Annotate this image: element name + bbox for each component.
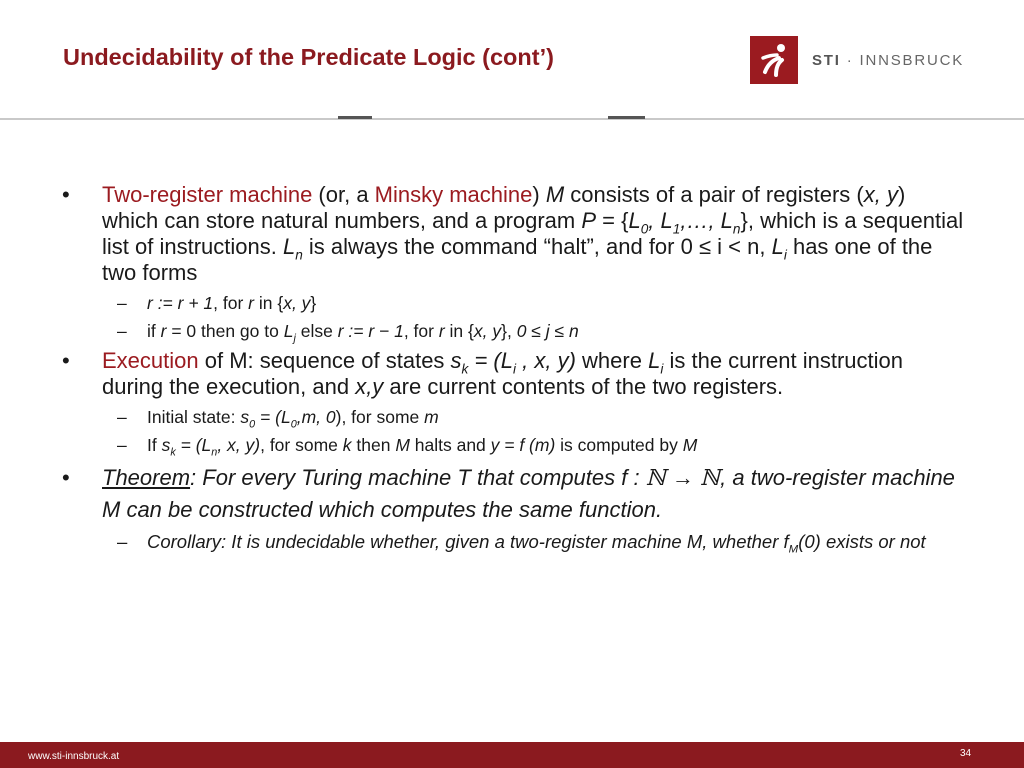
bullet-two-register-machine	[62, 182, 967, 286]
math-sub: k	[170, 446, 176, 459]
math: = (L	[255, 407, 291, 427]
text: in {	[444, 321, 474, 341]
page-number: 34	[960, 748, 972, 759]
text: has one of the two forms	[102, 234, 933, 285]
naturals-symbol: ℕ	[700, 466, 721, 491]
math: P	[581, 208, 597, 233]
math-sub: i	[660, 361, 664, 377]
text: if	[147, 321, 161, 341]
text: , for	[213, 293, 249, 313]
math: = (L	[175, 435, 212, 455]
sub-bullet-initial-state	[62, 406, 967, 431]
math: M	[545, 182, 565, 207]
term-execution: Execution	[102, 348, 199, 373]
math: r	[438, 321, 445, 341]
sti-logo-mark-icon	[750, 36, 798, 84]
text: : For every Turing machine T that computes f :	[190, 465, 646, 490]
text: (0) exists or not	[798, 531, 926, 552]
dash-icon: –	[117, 321, 127, 341]
math: r := r + 1	[147, 293, 214, 313]
footer-url[interactable]: www.sti-innsbruck.at	[28, 751, 120, 762]
math: m	[424, 407, 439, 427]
math: s	[450, 348, 462, 373]
math: ,…, L	[680, 208, 733, 233]
math-sub: n	[732, 221, 741, 237]
math-sub: 1	[672, 221, 681, 237]
math-sub: n	[211, 446, 218, 459]
dash-icon: –	[117, 293, 127, 313]
math: L	[283, 321, 294, 341]
term-two-register-machine: Two-register machine	[102, 182, 313, 207]
text: If	[147, 435, 162, 455]
dash-icon: –	[117, 531, 128, 552]
logo-innsbruck: · INNSBRUCK	[840, 51, 965, 69]
math: , x, y)	[516, 348, 576, 373]
sti-logo	[750, 36, 964, 84]
sub-bullet-corollary	[62, 531, 967, 556]
text: )	[532, 182, 546, 207]
bullet-execution	[62, 348, 967, 400]
math-sub: j	[293, 332, 296, 345]
math-sub: i	[783, 247, 787, 263]
header-divider-mark-right	[608, 116, 645, 119]
text: , for	[403, 321, 439, 341]
math: L	[648, 348, 661, 373]
header-divider-mark-left	[338, 116, 372, 119]
bullet-dot-icon: •	[62, 182, 70, 207]
text: is computed by	[555, 435, 683, 455]
text: },	[501, 321, 517, 341]
text: }	[310, 293, 317, 313]
text: halts and	[409, 435, 491, 455]
bullet-dot-icon: •	[62, 465, 70, 490]
sti-logo-text	[812, 52, 964, 69]
text: Corollary: It is undecidable whether, given a two-register machine M, whether f	[147, 531, 789, 552]
sub-bullet-increment	[62, 292, 967, 314]
math: 0 ≤ j ≤ n	[516, 321, 579, 341]
text: are current contents of the two registers.	[383, 374, 784, 399]
text: , for some	[260, 435, 343, 455]
math-sub: k	[461, 361, 469, 377]
math-sub: 0	[249, 418, 256, 431]
text: ), for some	[335, 407, 425, 427]
bullet-theorem	[62, 462, 967, 525]
text: of M: sequence of states	[198, 348, 451, 373]
math: L	[771, 234, 784, 259]
footer-bar	[0, 742, 1024, 768]
math: x, y	[283, 293, 311, 313]
math: r	[160, 321, 167, 341]
math: , x, y)	[217, 435, 261, 455]
math: L	[628, 208, 641, 233]
text: consists of a pair of registers (	[564, 182, 864, 207]
math: s	[161, 435, 171, 455]
math: s	[240, 407, 250, 427]
math: x, y	[863, 182, 898, 207]
naturals-symbol: ℕ	[645, 466, 666, 491]
math-sub: 0	[290, 418, 297, 431]
dash-icon: –	[117, 407, 127, 427]
sub-bullet-halting	[62, 434, 967, 459]
math: ,m, 0	[296, 407, 336, 427]
math: x,y	[355, 374, 384, 399]
text: is always the command “halt”, and for 0 ≤ i < n,	[302, 234, 772, 259]
text: is the current instruction during the execution, and	[102, 348, 904, 399]
slide-content	[62, 182, 967, 559]
math: L	[282, 234, 296, 259]
text: (or, a	[312, 182, 375, 207]
math-sub: n	[295, 247, 303, 263]
math: k	[342, 435, 352, 455]
slide-title: Undecidability of the Predicate Logic (cont’)	[63, 44, 554, 70]
math-sub: i	[513, 361, 517, 377]
text: , a two-register machine M can be constructed which computes the same function.	[102, 465, 955, 522]
text: ) which can store natural numbers, and a program	[102, 182, 906, 233]
text: else	[295, 321, 338, 341]
logo-sti: STI	[812, 51, 841, 69]
math: x, y	[473, 321, 502, 341]
math: r := r − 1	[337, 321, 404, 341]
arrow-symbol: →	[665, 465, 701, 490]
math: , L	[648, 208, 673, 233]
math-sub: 0	[640, 221, 649, 237]
text: = {	[596, 208, 629, 233]
header-divider	[0, 118, 1024, 120]
text: where	[575, 348, 649, 373]
text: in {	[253, 293, 284, 313]
math: r	[248, 293, 254, 313]
text: then	[351, 435, 396, 455]
sub-bullet-conditional	[62, 320, 967, 345]
math: M	[682, 435, 698, 455]
math: = (L	[468, 348, 513, 373]
text: }, which is a sequential list of instructions.	[102, 208, 964, 259]
dash-icon: –	[117, 435, 127, 455]
math-sub: M	[788, 543, 799, 556]
text: = 0 then go to	[166, 321, 284, 341]
term-theorem: Theorem	[102, 465, 191, 490]
text: Initial state:	[147, 407, 241, 427]
math: y = f (m)	[490, 435, 556, 455]
bullet-dot-icon: •	[62, 348, 70, 373]
math: M	[395, 435, 410, 455]
term-minsky-machine: Minsky machine	[374, 182, 533, 207]
